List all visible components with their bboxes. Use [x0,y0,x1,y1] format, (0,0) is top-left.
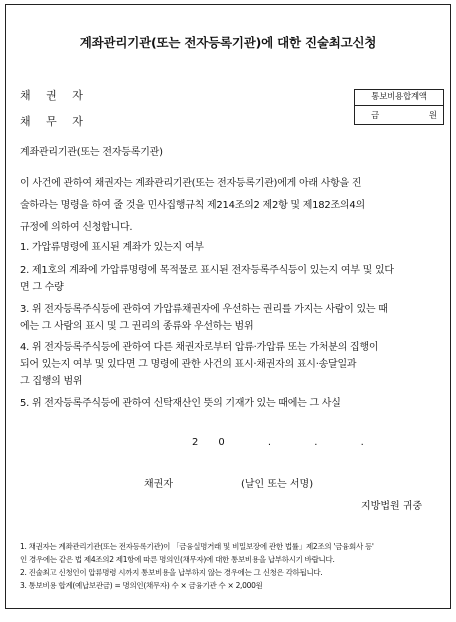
seal-signature-label: (날인 또는 서명) [241,479,314,490]
item-line: 2. 제1호의 계좌에 가압류명령에 목적물로 표시된 전자등록주식등이 있는지 여부 및 있다 [20,265,394,276]
debtor-label: 채 무 자 [20,115,89,128]
request-item-5 [20,395,442,412]
item-line: 5. 위 전자등록주식등에 관하여 신탁재산인 뜻의 기재가 있는 때에는 그 사실 [20,398,341,409]
request-paragraph [20,173,440,239]
creditor-label: 채 권 자 [20,89,89,102]
fee-amount-row [355,106,443,126]
notification-fee-box [354,89,444,125]
note-line: 1. 채권자는 계좌관리기관(또는 전자등록기관)이 「금융실명거래 및 비밀보장에 관한 법률」제2조의 '금융회사 등' [20,542,374,551]
body-line: 규정에 의하여 신청합니다. [20,222,133,233]
date-line: 20 . . . [192,437,384,448]
body-line: 술하라는 명령을 하여 줄 것을 민사집행규칙 제214조의2 제2항 및 제182조의4의 [20,200,365,211]
item-line: 면 그 수량 [20,282,64,293]
item-line: 3. 위 전자등록주식등에 관하여 가압류채권자에 우선하는 권리를 가지는 사람이 있는 때 [20,304,388,315]
note-line: 인 경우에는 같은 법 제4조의2 제1항에 따른 명의인(채무자)에 대한 통보비용을 납부하시기 바랍니다. [20,555,335,564]
item-line: 그 집행의 범위 [20,376,83,387]
fee-amount-label: 금 [371,111,380,121]
court-label: 지방법원 귀중 [361,501,423,512]
form-title: 계좌관리기관(또는 전자등록기관)에 대한 진술최고신청 [79,35,377,50]
item-line: 4. 위 전자등록주식등에 관하여 다른 채권자로부터 압류·가압류 또는 가처분의 집행이 [20,342,379,353]
item-line: 1. 가압류명령에 표시된 계좌가 있는지 여부 [20,242,204,253]
item-line: 에는 그 사람의 표시 및 그 권리의 종류와 우선하는 범위 [20,321,254,332]
fee-amount-unit: 원 [428,111,437,121]
request-item-1 [20,239,442,256]
item-line: 되어 있는지 여부 및 있다면 그 명령에 관한 사건의 표시·채권자의 표시·송달일과 [20,359,357,370]
body-line: 이 사건에 관하여 채권자는 계좌관리기관(또는 전자등록기관)에게 아래 사항을 진 [20,178,362,189]
form-page [5,4,451,609]
request-item-4 [20,339,442,390]
institution-label: 계좌관리기관(또는 전자등록기관) [20,147,163,158]
note-line: 3. 통보비용 합계(예납보관금) = 명의인(채무자) 수 × 금융기관 수 × 2,000원 [20,581,263,590]
request-item-2 [20,262,442,296]
fee-box-header: 통보비용합계액 [355,90,443,106]
note-line: 2. 진술최고 신청인이 압류명령 시까지 통보비용을 납부하지 않는 경우에는 그 신청은 각하됩니다. [20,568,323,577]
signer-label: 채권자 [144,479,173,490]
request-item-3 [20,301,442,335]
footnotes [20,540,444,592]
